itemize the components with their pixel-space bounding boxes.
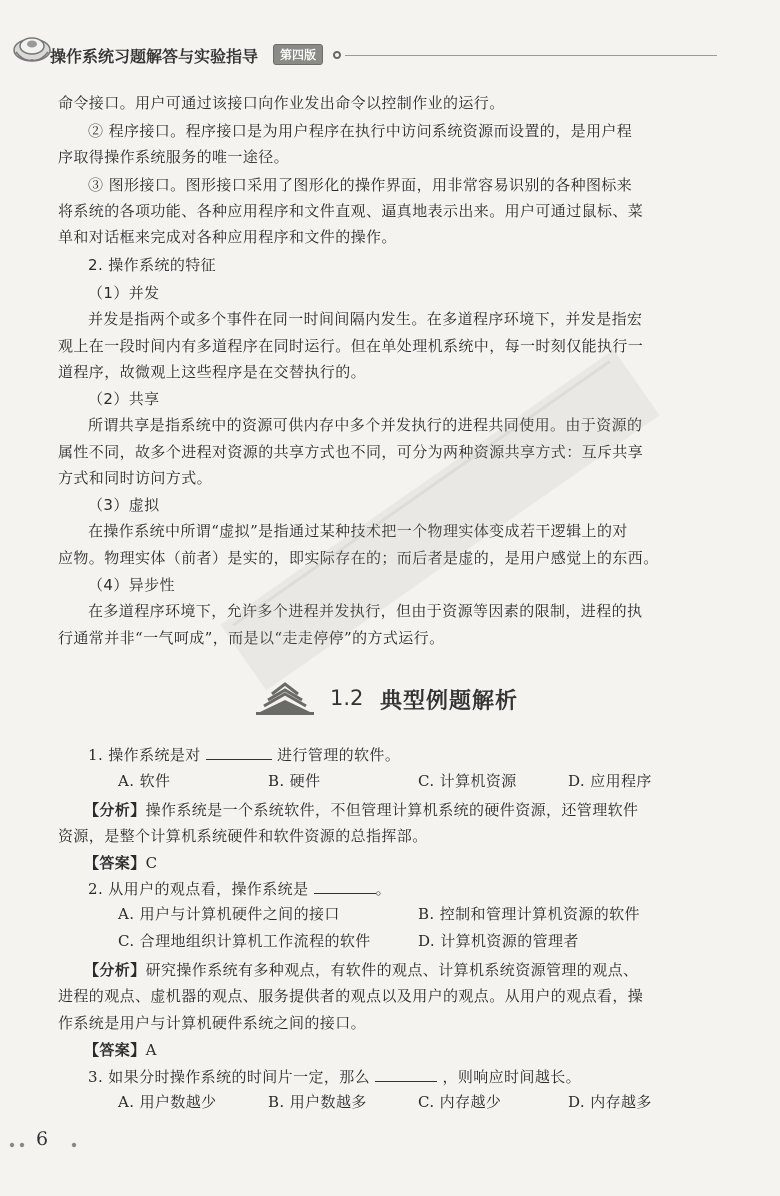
question-3-stem-a: 3. 如果分时操作系统的时间片一定，那么 <box>88 1068 371 1086</box>
analysis-label: 【分析】 <box>84 961 146 979</box>
body-line: 在操作系统中所谓“虚拟”是指通过某种技术把一个物理实体变成若干逻辑上的对 <box>88 522 628 540</box>
section-book-icon <box>252 678 318 718</box>
q1-option-d: D. 应用程序 <box>568 772 652 790</box>
answer-label: 【答案】 <box>84 854 146 872</box>
analysis-label: 【分析】 <box>84 801 146 819</box>
question-3-stem <box>88 1064 748 1091</box>
answer-blank <box>375 1067 437 1082</box>
analysis-text: 研究操作系统有多种观点，有软件的观点、计算机系统资源管理的观点、 <box>145 961 639 979</box>
answer-value: C <box>145 854 158 872</box>
body-line: 所谓共享是指系统中的资源可供内存中多个并发执行的进程共同使用。由于资源的 <box>88 416 643 434</box>
answer-blank <box>314 879 376 894</box>
body-line: 在多道程序环境下，允许多个进程并发执行，但由于资源等因素的限制，进程的执 <box>88 602 643 620</box>
body-line: 行通常并非“一气呵成”，而是以“走走停停”的方式运行。 <box>58 629 445 647</box>
body-line: ③ 图形接口。图形接口采用了图形化的操作界面，用非常容易识别的各种图标来 <box>88 176 633 194</box>
q1-answer <box>84 850 744 877</box>
q1-option-a: A. 软件 <box>118 772 171 790</box>
book-title: 操作系统习题解答与实验指导 <box>50 47 259 66</box>
body-line: ② 程序接口。程序接口是为用户程序在执行中访问系统资源而设置的，是用户程 <box>88 122 633 140</box>
question-2-stem-b: 。 <box>375 880 392 898</box>
body-line: 应物。物理实体（前者）是实的，即实际存在的；而后者是虚的，是用户感觉上的东西。 <box>58 549 659 567</box>
edition-badge: 第四版 <box>273 44 323 65</box>
q2-option-a: A. 用户与计算机硬件之间的接口 <box>118 905 340 923</box>
body-line: 观上在一段时间内有多道程序在同时运行。但在单处理机系统中，每一时刻仅能执行一 <box>58 337 644 355</box>
answer-value: A <box>145 1041 157 1059</box>
body-line: 属性不同，故多个进程对资源的共享方式也不同，可分为两种资源共享方式：互斥共享 <box>58 443 644 461</box>
subheading: （4）异步性 <box>88 576 175 594</box>
q3-option-b: B. 用户数越多 <box>268 1093 367 1111</box>
body-line: 并发是指两个或多个事件在同一时间间隔内发生。在多道程序环境下，并发是指宏 <box>88 310 643 328</box>
section-title: 典型例题解析 <box>380 689 519 714</box>
q2-option-c: C. 合理地组织计算机工作流程的软件 <box>118 932 371 950</box>
q2-answer <box>84 1037 744 1064</box>
subheading: 2. 操作系统的特征 <box>88 256 217 274</box>
q2-analysis-line-2: 进程的观点、虚机器的观点、服务提供者的观点以及用户的观点。从用户的观点看，操 <box>58 987 644 1005</box>
body-line: 将系统的各项功能、各种应用程序和文件直观、逼真地表示出来。用户可通过鼠标、菜 <box>58 202 644 220</box>
q1-option-c: C. 计算机资源 <box>418 772 517 790</box>
q3-option-d: D. 内存越多 <box>568 1093 652 1111</box>
answer-label: 【答案】 <box>84 1041 146 1059</box>
page-header <box>0 22 780 78</box>
body-line: 序取得操作系统服务的唯一途径。 <box>58 148 290 166</box>
q1-option-b: B. 硬件 <box>268 772 321 790</box>
question-2-stem-a: 2. 从用户的观点看，操作系统是 <box>88 880 309 898</box>
q1-analysis-line-2: 资源，是整个计算机系统硬件和软件资源的总指挥部。 <box>58 827 428 845</box>
question-1-stem-b: 进行管理的软件。 <box>277 746 401 764</box>
body-line: 命令接口。用户可通过该接口向作业发出命令以控制作业的运行。 <box>58 94 505 112</box>
q3-option-a: A. 用户数越少 <box>118 1093 217 1111</box>
q3-option-c: C. 内存越少 <box>418 1093 502 1111</box>
question-1-stem <box>88 742 748 769</box>
q2-option-b: B. 控制和管理计算机资源的软件 <box>418 905 640 923</box>
question-3-stem-b: ，则响应时间越长。 <box>442 1068 582 1086</box>
page-number: 6 <box>36 1128 49 1150</box>
header-dot <box>333 51 341 59</box>
q2-analysis-line <box>84 957 744 984</box>
answer-blank <box>206 745 272 760</box>
book-logo-icon <box>10 22 54 66</box>
section-number: 1.2 <box>330 686 364 710</box>
subheading: （3）虚拟 <box>88 496 160 514</box>
q2-analysis-line-3: 作系统是用户与计算机硬件系统之间的接口。 <box>58 1014 367 1032</box>
subheading: （1）并发 <box>88 284 160 302</box>
body-line: 方式和同时访问方式。 <box>58 469 213 487</box>
body-line: 单和对话框来完成对各种应用程序和文件的操作。 <box>58 228 397 246</box>
header-rule <box>345 55 717 56</box>
analysis-text: 操作系统是一个系统软件，不但管理计算机系统的硬件资源，还管理软件 <box>145 801 639 819</box>
question-2-stem <box>88 876 748 903</box>
subheading: （2）共享 <box>88 390 160 408</box>
body-line: 道程序，故微观上这些程序是在交替执行的。 <box>58 363 367 381</box>
q2-option-d: D. 计算机资源的管理者 <box>418 932 579 950</box>
q1-analysis-line <box>84 797 744 824</box>
question-1-stem-a: 1. 操作系统是对 <box>88 746 201 764</box>
